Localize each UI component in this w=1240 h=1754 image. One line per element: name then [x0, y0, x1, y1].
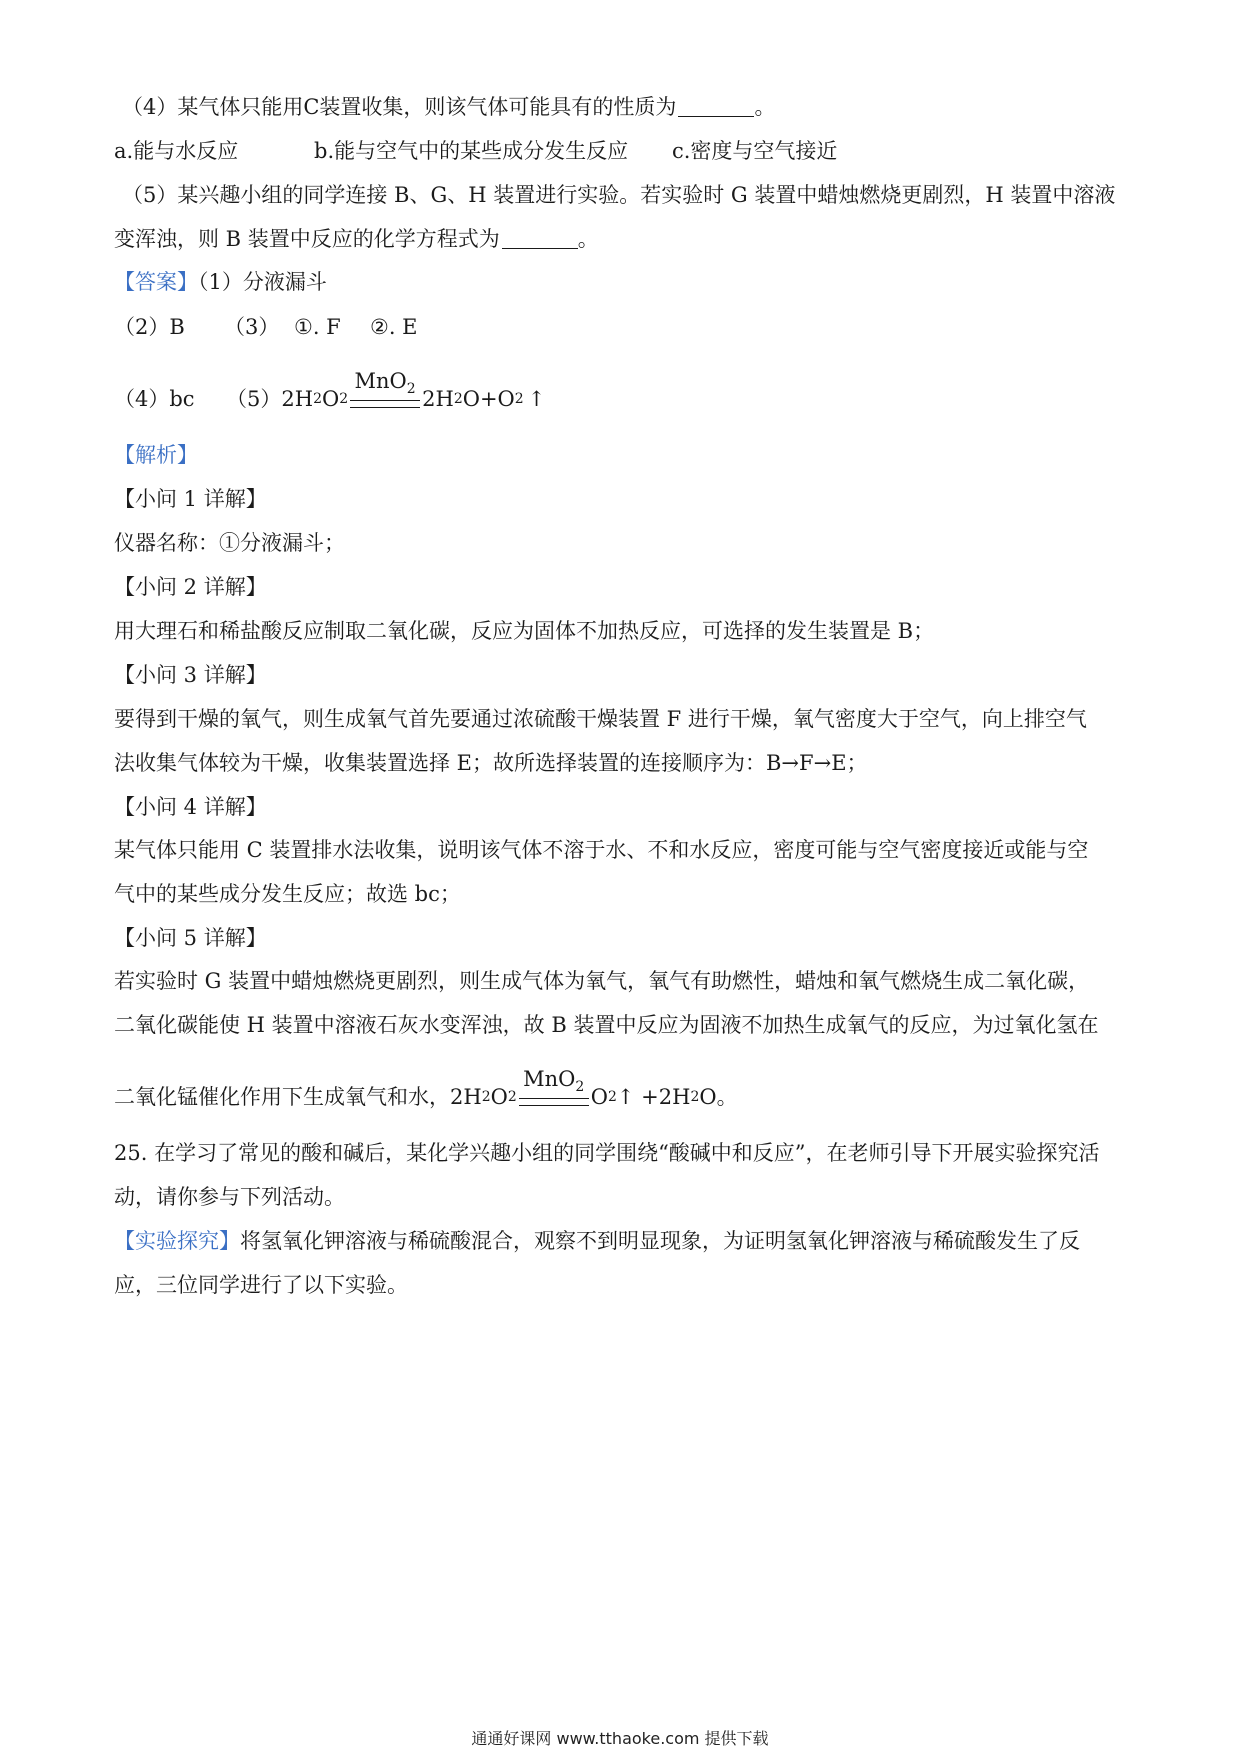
explore-label: 【实验探究】: [114, 1229, 240, 1253]
q25-explore-line2: 应，三位同学进行了以下实验。: [114, 1273, 408, 1297]
q25-explore-line1: [114, 1226, 1134, 1256]
eq-left-sub2: 2: [339, 391, 349, 407]
s5-body3-text: 二氧化锰催化作用下生成氧气和水，: [114, 1085, 450, 1109]
q4-option-b: b.能与空气中的某些成分发生反应: [314, 139, 629, 163]
s3-body2: 法收集气体较为干燥，收集装置选择 E；故所选择装置的连接顺序为：B→F→E；: [114, 751, 868, 775]
s1-body: 仪器名称：①分液漏斗；: [114, 531, 345, 555]
q4-options: [114, 136, 1134, 166]
eq-left-coef: 2H: [281, 387, 314, 411]
answer-label: 【答案】: [114, 270, 198, 294]
s3-title: 【小问 3 详解】: [114, 663, 267, 687]
s5-eq-right-a: O: [590, 1085, 608, 1109]
eq-right-sub2: 2: [514, 391, 524, 407]
eq-right-a: 2H: [422, 387, 454, 411]
s5-end: 。: [716, 1085, 738, 1109]
q5-answer-blank: [502, 228, 578, 249]
s5-body3: [114, 1067, 1134, 1112]
s5-equation: [450, 1067, 738, 1112]
q4-answer-blank: [678, 96, 754, 117]
q4-prompt: [122, 92, 1142, 122]
s5-catalyst-sub: 2: [575, 1079, 585, 1095]
s5-body1: 若实验时 G 装置中蜡烛燃烧更剧烈，则生成气体为氧气，氧气有助燃性，蜡烛和氧气燃烧生成二氧化碳，: [114, 969, 1090, 993]
q25-line2: 动，请你参与下列活动。: [114, 1185, 345, 1209]
answer-line2: [114, 312, 1134, 342]
answer-2: （2）B: [114, 315, 185, 339]
s4-body2: 气中的某些成分发生反应；故选 bc；: [114, 882, 461, 906]
answer-line3: [114, 369, 1134, 414]
s5-eq-right-c: O: [699, 1085, 717, 1109]
answer-3-part1: ①. F: [294, 315, 341, 339]
s2-title: 【小问 2 详解】: [114, 575, 267, 599]
page-footer: 通通好课网 www.tthaoke.com 提供下载: [471, 1729, 769, 1748]
q5-line2: [114, 224, 1134, 254]
catalyst-arrow: [350, 370, 420, 408]
answer-5-equation: [281, 369, 546, 414]
answer-1: （1）分液漏斗: [198, 270, 327, 294]
s5-double-line-icon: [519, 1098, 589, 1106]
s5-catalyst-label: MnO: [523, 1067, 576, 1091]
s5-eq-o: O: [490, 1085, 508, 1109]
explore-body1: 将氢氧化钾溶液与稀硫酸混合，观察不到明显现象，为证明氢氧化钾溶液与稀硫酸发生了反: [240, 1229, 1080, 1253]
q4-option-c: c.密度与空气接近: [672, 139, 838, 163]
analysis-label-text: 【解析】: [114, 443, 198, 467]
q25-line1: 25. 在学习了常见的酸和碱后，某化学兴趣小组的同学围绕“酸碱中和反应”，在老师引导下开展实验探究活: [114, 1141, 1100, 1165]
s5-eq-left: 2H: [450, 1085, 482, 1109]
s5-eq-right-b: ↑ +2H: [616, 1085, 691, 1109]
q4-option-a: a.能与水反应: [114, 139, 239, 163]
q5-line2-text: 变浑浊，则 B 装置中反应的化学方程式为: [114, 227, 500, 251]
analysis-label: [114, 440, 1134, 470]
gas-arrow-icon: ↑: [527, 387, 546, 411]
s4-body1: 某气体只能用 C 装置排水法收集，说明该气体不溶于水、不和水反应，密度可能与空气密度接近或能与空: [114, 838, 1089, 862]
eq-left-sub1: 2: [313, 391, 322, 407]
eq-right-sub1: 2: [453, 391, 463, 407]
q5-line1: （5）某兴趣小组的同学连接 B、G、H 装置进行实验。若实验时 G 装置中蜡烛燃烧更剧烈，H 装置中溶液: [122, 183, 1116, 207]
answer-line1: [114, 267, 1134, 297]
s1-title: 【小问 1 详解】: [114, 487, 267, 511]
q4-prompt-text: （4）某气体只能用C装置收集，则该气体可能具有的性质为: [122, 95, 677, 119]
s5-body2: 二氧化碳能使 H 装置中溶液石灰水变浑浊，故 B 装置中反应为固液不加热生成氧气的反应，为过氧化氢在: [114, 1013, 1099, 1037]
s5-eq-sub2: 2: [507, 1089, 517, 1105]
q5-end: 。: [577, 227, 599, 251]
s5-title: 【小问 5 详解】: [114, 926, 267, 950]
s5-catalyst-arrow: [519, 1068, 589, 1106]
eq-left-o: O: [321, 387, 340, 411]
eq-right-b: O+O: [462, 387, 515, 411]
answer-4: （4）bc: [114, 387, 195, 411]
s5-eq-sub1: 2: [481, 1089, 491, 1105]
answer-3-label: （3）: [224, 315, 280, 339]
s4-title: 【小问 4 详解】: [114, 795, 267, 819]
s5-eq-right-sub2: 2: [690, 1089, 700, 1105]
double-line-icon: [350, 400, 420, 408]
q4-end: 。: [754, 95, 776, 119]
s3-body1: 要得到干燥的氧气，则生成氧气首先要通过浓硫酸干燥装置 F 进行干燥，氧气密度大于空气，向上排空气: [114, 707, 1087, 731]
catalyst-sub: 2: [406, 381, 416, 397]
answer-5-label: （5）: [226, 387, 282, 411]
answer-3-part2: ②. E: [370, 315, 418, 339]
s5-eq-right-sub: 2: [607, 1089, 617, 1105]
catalyst-label: MnO: [354, 369, 407, 393]
s2-body: 用大理石和稀盐酸反应制取二氧化碳，反应为固体不加热反应，可选择的发生装置是 B；: [114, 619, 935, 643]
